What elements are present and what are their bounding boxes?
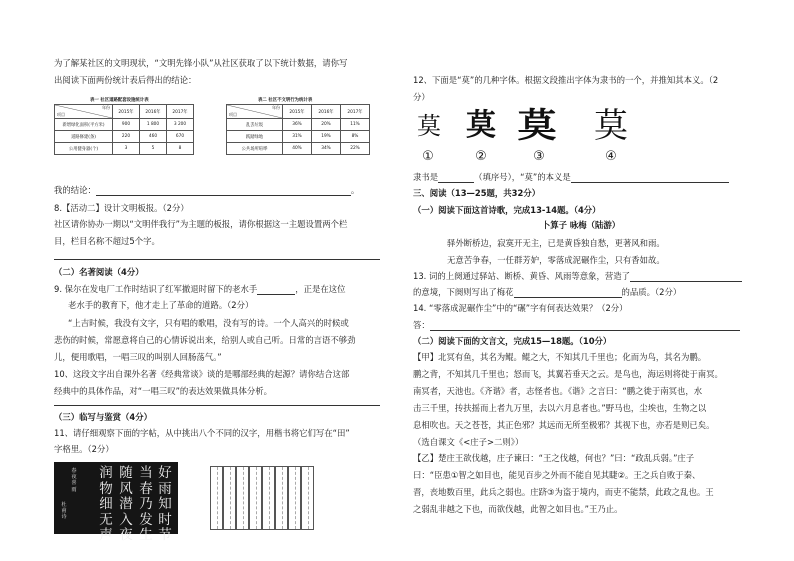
answer-line[interactable]	[54, 259, 380, 260]
glyph-number: ②	[475, 149, 487, 164]
standard-glyph: 莫	[594, 106, 628, 146]
table-cell: 公用健身器(个)	[55, 143, 113, 155]
table-cell: 3	[113, 143, 140, 155]
table2-header: 2015年	[283, 105, 312, 119]
table-cell: 220	[113, 131, 140, 143]
grid-cell[interactable]	[210, 466, 223, 530]
passage-jia-line: 南冥者，天池也。《齐谐》者，志怪者也。《谐》之言曰：“鹏之徙于南冥也，水	[413, 386, 703, 396]
table-cell: 践踏绿地	[227, 131, 283, 143]
q14-answer-blank[interactable]	[430, 322, 740, 331]
table-cell: 36%	[283, 119, 312, 131]
seal-script-glyph: 莫	[417, 112, 439, 140]
table-row	[55, 131, 194, 143]
table-row	[55, 143, 194, 155]
table-cell: 20%	[312, 119, 341, 131]
passage-yi-line: 晋，丧地数百里，此兵之弱也。庄跻③为盗于境内，而吏不能禁，此政之乱也。王	[413, 487, 714, 497]
quote-line-1: “上吉时候，我没有文字，只有唱的歌唱，没有写的诗。一个人高兴的时候或	[68, 318, 349, 328]
passage-jia-line: 鹏之背，不知其几千里也；怒而飞，其翼若垂天之云。是鸟也，海运则将徙于南冥。	[413, 369, 723, 379]
quote-line-3: 儿，便用歌唱，一唱三叹的叫别人回肠荡气。”	[54, 352, 222, 362]
grid-cell[interactable]	[288, 466, 301, 530]
table-cell: 新增绿化面积(平方米)	[55, 119, 113, 131]
calligraphy-column: 当春乃发生	[139, 465, 153, 543]
right-column	[413, 0, 749, 561]
passage-jia-line: 击三千里，抟扶摇而上者九万里，去以六月息者也。”野马也，尘埃也，生物之以	[413, 403, 707, 413]
table-row	[55, 119, 194, 131]
table-cell: 8%	[341, 131, 370, 143]
glyph-number: ③	[533, 149, 545, 164]
calligraphy-inscription: 春夜喜雨	[71, 468, 77, 493]
q13-line-1: 13. 词的上阕通过驿站、断桥、黄昏、风雨等意象，营造了	[413, 271, 742, 282]
table2-corner: 年份 项目	[227, 105, 283, 119]
table1-header: 2015年	[113, 105, 140, 119]
table-cell: 40%	[283, 143, 312, 155]
prose-section-title: （二）阅读下面的文言文，完成15—18题。（10分）	[413, 336, 612, 346]
table1-caption: 表一 社区道路配套设施统计表	[90, 98, 149, 103]
passage-jia-line: 【甲】北冥有鱼，其名为鲲。鲲之大，不知其几千里也；化而为鸟，其名为鹏。	[413, 352, 707, 362]
table-cell: 670	[167, 131, 194, 143]
table-row	[227, 131, 370, 143]
passage-jia-line: 息相吹也。天之苍苍，其正色邪？其远而无所至极邪？其视下也，亦若是则已矣。	[413, 420, 715, 430]
table-cell: 34%	[312, 143, 341, 155]
table2-caption: 表二 社区不文明行为统计表	[258, 98, 313, 103]
q13-quality-blank[interactable]	[514, 289, 622, 298]
reading-section-heading: 三、阅读（13—25题，共32分）	[413, 188, 541, 198]
q11-line-1: 11、请仔细观察下面的字帖，从中挑出八个不同的汉字，用楷书将它们写在“田”	[54, 428, 350, 438]
grid-cell[interactable]	[275, 466, 288, 530]
poem-line-2: 无意苦争春，一任群芳妒，零落成泥碾作尘，只有香如故。	[447, 255, 665, 265]
table-row	[227, 143, 370, 155]
table1-header: 2016年	[140, 105, 167, 119]
table1-header: 2017年	[167, 105, 194, 119]
passage-yi-line: 之弱乱非越之下也，而欲伐越，此智之如目也。”王乃止。	[413, 504, 623, 514]
q8-line-2: 目，栏目名称不超过5个字。	[54, 236, 160, 246]
poem-section-title: （一）阅读下面这首诗歌，完成13-14题。（4分）	[413, 205, 601, 215]
q12-meaning-blank[interactable]	[571, 174, 729, 183]
table-cell: 8	[167, 143, 194, 155]
table1-corner: 年份 项目	[55, 105, 113, 119]
calligraphy-signature: 杜甫诗	[61, 502, 67, 521]
q12-line-1: 12、下面是“莫”的几种字体。根据文段推出字体为隶书的一个，并推知其本义。（2	[413, 75, 719, 85]
conclusion-label: 我的结论： 。	[54, 185, 360, 195]
table2-header: 2017年	[341, 105, 370, 119]
q13-line-2: 的意境，下阕则写出了梅花 的品质。（2分）	[413, 287, 682, 297]
passage-yi-line: 【乙】楚庄王欲伐越，庄子谏曰：“王之伐越，何也？”曰：“政乱兵弱。”庄子	[413, 453, 695, 463]
q10-line-2: 经典中的具体作品，对“一唱三叹”的表达效果做具体分析。	[54, 386, 273, 396]
table1	[54, 104, 194, 155]
glyph-number: ④	[605, 149, 617, 164]
passage-yi-line: 曰：“臣患①智之如目也，能见百步之外而不能自见其睫②。王之兵自败于秦、	[413, 470, 701, 480]
intro-line-1: 为了解某社区的文明现状，“文明先锋小队”从社区获取了以下统计数据，请你写	[54, 58, 348, 68]
table-cell: 31%	[283, 131, 312, 143]
glyph-number: ①	[422, 149, 434, 164]
poem-title: 卜算子 咏梅（陆游）	[541, 220, 621, 230]
glyph-row	[413, 106, 749, 150]
section-2-title: （二）名著阅读（4分）	[54, 267, 144, 277]
tian-grid[interactable]	[210, 466, 320, 530]
table2	[226, 104, 370, 155]
table-cell: 460	[140, 131, 167, 143]
table2-header: 2016年	[312, 105, 341, 119]
q9-line-1: 9. 保尔在发电厂工作时结识了红军撤退时留下的老水手 ，正是在这位	[54, 284, 346, 294]
poem-line-1: 驿外断桥边，寂寞开无主，已是黄昏独自愁，更著风和雨。	[447, 238, 665, 248]
table-cell: 3 200	[167, 119, 194, 131]
table-cell: 900	[113, 119, 140, 131]
intro-line-2: 出阅读下面两份统计表后得出的结论：	[54, 75, 197, 85]
q8-title: 8.【活动二】设计文明板报。（2分）	[54, 203, 189, 213]
quote-line-2: 悲伤的时候，常愿意将自己的心情诉说出来，给别人或自己听。日常的言语不够劲	[54, 335, 356, 345]
table-cell: 道路修建(条)	[55, 131, 113, 143]
q9-line-2: 老水手的教育下，他才走上了革命的道路。（2分）	[68, 300, 254, 310]
grid-cell[interactable]	[249, 466, 262, 530]
passage-jia-source: （选自课文《<庄子>二则》）	[413, 437, 524, 447]
grid-cell[interactable]	[236, 466, 249, 530]
q12-line-2: 分）	[413, 92, 430, 102]
table-cell: 11%	[341, 119, 370, 131]
grid-cell[interactable]	[262, 466, 275, 530]
clerical-script-glyph: 莫	[466, 108, 496, 143]
regular-script-glyph: 莫	[517, 106, 557, 146]
table-cell: 乱丢垃圾	[227, 119, 283, 131]
table-row	[227, 119, 370, 131]
table-cell: 19%	[312, 131, 341, 143]
table-cell: 公共场所喧哗	[227, 143, 283, 155]
q14-line: 14. “零落成泥碾作尘”中的“碾”字有何表达效果？（2分）	[413, 303, 628, 313]
grid-cell[interactable]	[301, 466, 314, 530]
calligraphy-column: 好雨知时节	[158, 465, 172, 543]
section-3-title: （三）临写与鉴赏（4分）	[54, 412, 152, 422]
q12-number-blank[interactable]	[438, 174, 474, 183]
q10-line-1: 10、这段文字出自课外名著《经典常谈》谈的是哪部经典的起源？请你结合这部	[54, 369, 350, 379]
q9-answer-blank[interactable]	[257, 286, 295, 295]
calligraphy-image	[54, 462, 178, 543]
answer-line[interactable]	[54, 405, 380, 406]
q8-line-1: 社区请你协办一期以“文明伴我行”为主题的板报，请你根据这一主题设置两个栏	[54, 219, 348, 229]
conclusion-answer-blank[interactable]	[96, 187, 351, 196]
calligraphy-column: 润物细无声	[99, 465, 113, 543]
q12-answer: 隶书是 （填序号），“莫”的本义是	[413, 172, 729, 183]
calligraphy-column: 随风潜入夜	[119, 465, 133, 543]
table-cell: 22%	[341, 143, 370, 155]
q14-answer: 答：	[413, 320, 740, 331]
grid-cell[interactable]	[223, 466, 236, 530]
table-cell: 5	[140, 143, 167, 155]
q11-line-2: 字格里。（2分）	[54, 444, 114, 454]
q13-mood-blank[interactable]	[630, 273, 742, 282]
table-cell: 1 800	[140, 119, 167, 131]
